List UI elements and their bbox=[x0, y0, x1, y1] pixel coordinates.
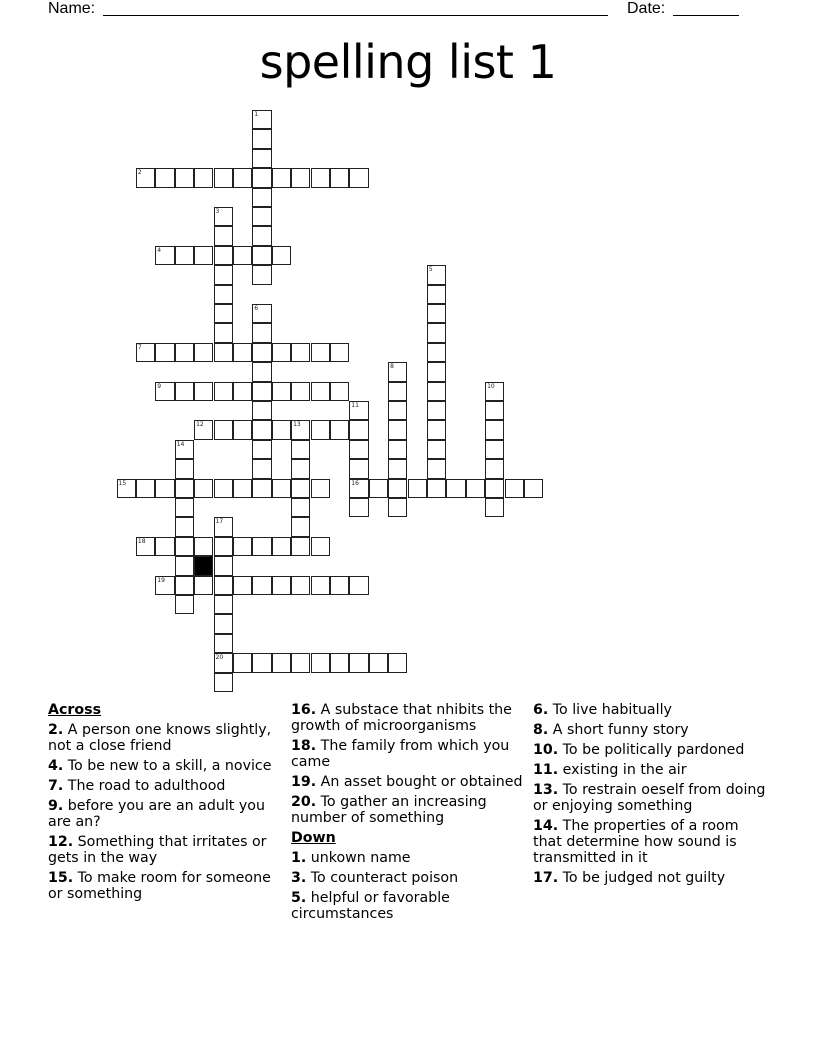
grid-cell[interactable] bbox=[408, 479, 427, 498]
grid-cell[interactable] bbox=[427, 440, 446, 459]
grid-cell[interactable] bbox=[427, 323, 446, 342]
grid-cell[interactable] bbox=[291, 420, 310, 439]
grid-cell[interactable] bbox=[252, 129, 271, 148]
grid-cell[interactable] bbox=[427, 479, 446, 498]
grid-cell[interactable] bbox=[233, 479, 252, 498]
grid-cell[interactable] bbox=[485, 420, 504, 439]
grid-cell[interactable] bbox=[291, 343, 310, 362]
grid-cell[interactable] bbox=[155, 382, 174, 401]
clue-across-20: 20. To gather an increasing number of something bbox=[291, 794, 487, 826]
grid-cell[interactable] bbox=[427, 285, 446, 304]
grid-cell[interactable] bbox=[175, 459, 194, 478]
grid-cell[interactable] bbox=[252, 168, 271, 187]
down-heading: Down bbox=[291, 830, 336, 846]
clue-down-3: 3. To counteract poison bbox=[291, 870, 459, 886]
grid-cell[interactable] bbox=[272, 382, 291, 401]
grid-cell[interactable] bbox=[349, 440, 368, 459]
grid-cell[interactable] bbox=[485, 382, 504, 401]
grid-cell[interactable] bbox=[330, 343, 349, 362]
grid-cell[interactable] bbox=[311, 382, 330, 401]
grid-cell[interactable] bbox=[194, 246, 213, 265]
grid-cell[interactable] bbox=[214, 614, 233, 633]
clue-across-12: 12. Something that irritates or gets in the way bbox=[48, 834, 267, 866]
grid-cell[interactable] bbox=[349, 576, 368, 595]
clue-number: 19 bbox=[157, 576, 165, 584]
grid-cell[interactable] bbox=[214, 168, 233, 187]
grid-cell[interactable] bbox=[194, 479, 213, 498]
grid-cell[interactable] bbox=[194, 382, 213, 401]
clue-number: 1 bbox=[254, 111, 259, 118]
grid-cell[interactable] bbox=[233, 382, 252, 401]
grid-cell[interactable] bbox=[427, 382, 446, 401]
grid-cell[interactable] bbox=[427, 362, 446, 381]
grid-cell[interactable] bbox=[175, 168, 194, 187]
grid-cell[interactable] bbox=[272, 537, 291, 556]
grid-cell[interactable] bbox=[252, 362, 271, 381]
grid-cell[interactable] bbox=[252, 382, 271, 401]
grid-cell[interactable] bbox=[194, 576, 213, 595]
grid-cell[interactable] bbox=[214, 226, 233, 245]
grid-cell[interactable] bbox=[214, 382, 233, 401]
grid-cell[interactable] bbox=[252, 343, 271, 362]
grid-cell[interactable] bbox=[194, 343, 213, 362]
grid-cell[interactable] bbox=[311, 343, 330, 362]
grid-cell[interactable] bbox=[388, 498, 407, 517]
clues-column-2 bbox=[291, 702, 526, 926]
clue-down-14: 14. The properties of a room that determine how sound is transmitted in it bbox=[533, 818, 739, 866]
grid-cell[interactable] bbox=[155, 479, 174, 498]
grid-cell[interactable] bbox=[252, 265, 271, 284]
clue-across-19: 19. An asset bought or obtained bbox=[291, 774, 523, 790]
grid-cell[interactable] bbox=[485, 498, 504, 517]
grid-cell[interactable] bbox=[388, 420, 407, 439]
clue-number: 20 bbox=[215, 654, 224, 662]
grid-cell[interactable] bbox=[214, 576, 233, 595]
grid-cell[interactable] bbox=[214, 285, 233, 304]
grid-cell[interactable] bbox=[214, 304, 233, 323]
grid-cell[interactable] bbox=[233, 246, 252, 265]
grid-cell[interactable] bbox=[233, 420, 252, 439]
grid-cell[interactable] bbox=[214, 673, 233, 692]
grid-cell[interactable] bbox=[214, 595, 233, 614]
grid-cell[interactable] bbox=[175, 576, 194, 595]
clue-number: 6 bbox=[254, 305, 259, 312]
grid-cell[interactable] bbox=[485, 459, 504, 478]
grid-cell[interactable] bbox=[388, 382, 407, 401]
grid-cell[interactable] bbox=[427, 401, 446, 420]
grid-cell[interactable] bbox=[252, 576, 271, 595]
grid-cell[interactable] bbox=[214, 420, 233, 439]
grid-cell[interactable] bbox=[175, 537, 194, 556]
grid-cell[interactable] bbox=[330, 653, 349, 672]
grid-cell[interactable] bbox=[272, 246, 291, 265]
black-cell bbox=[194, 556, 213, 575]
grid-cell[interactable] bbox=[136, 343, 155, 362]
grid-cell[interactable] bbox=[388, 401, 407, 420]
grid-cell[interactable] bbox=[194, 537, 213, 556]
grid-cell[interactable] bbox=[291, 459, 310, 478]
grid-cell[interactable] bbox=[427, 420, 446, 439]
grid-cell[interactable] bbox=[252, 420, 271, 439]
grid-cell[interactable] bbox=[175, 595, 194, 614]
grid-cell[interactable] bbox=[155, 246, 174, 265]
grid-cell[interactable] bbox=[252, 226, 271, 245]
clue-across-7: 7. The road to adulthood bbox=[48, 778, 226, 794]
grid-cell[interactable] bbox=[252, 304, 271, 323]
name-label: Name: bbox=[48, 0, 96, 17]
clue-number: 8 bbox=[390, 363, 394, 371]
clue-down-8: 8. A short funny story bbox=[533, 722, 689, 738]
grid-cell[interactable] bbox=[272, 653, 291, 672]
clue-number: 12 bbox=[196, 421, 204, 429]
grid-cell[interactable] bbox=[233, 653, 252, 672]
grid-cell[interactable] bbox=[252, 246, 271, 265]
grid-cell[interactable] bbox=[175, 556, 194, 575]
grid-cell[interactable] bbox=[349, 498, 368, 517]
grid-cell[interactable] bbox=[291, 498, 310, 517]
clue-number: 7 bbox=[137, 343, 142, 351]
clue-number: 15 bbox=[118, 479, 127, 487]
grid-cell[interactable] bbox=[252, 110, 271, 129]
clue-down-17: 17. To be judged not guilty bbox=[533, 870, 726, 886]
grid-cell[interactable] bbox=[175, 498, 194, 517]
grid-cell[interactable] bbox=[252, 188, 271, 207]
clue-number: 11 bbox=[351, 402, 359, 409]
grid-cell[interactable] bbox=[272, 420, 291, 439]
grid-cell[interactable] bbox=[155, 343, 174, 362]
grid-cell[interactable] bbox=[252, 459, 271, 478]
grid-cell[interactable] bbox=[505, 479, 524, 498]
clue-down-10: 10. To be politically pardoned bbox=[533, 742, 745, 758]
clue-number: 16 bbox=[351, 479, 359, 487]
grid-cell[interactable] bbox=[291, 576, 310, 595]
grid-cell[interactable] bbox=[175, 382, 194, 401]
grid-cell[interactable] bbox=[136, 479, 155, 498]
grid-cell[interactable] bbox=[272, 168, 291, 187]
clues-column-3 bbox=[533, 702, 768, 890]
grid-cell[interactable] bbox=[349, 401, 368, 420]
grid-cell[interactable] bbox=[272, 343, 291, 362]
clues-column-1 bbox=[48, 702, 283, 906]
clue-across-15: 15. To make room for someone or something bbox=[48, 870, 271, 902]
grid-cell[interactable] bbox=[311, 653, 330, 672]
grid-cell[interactable] bbox=[252, 479, 271, 498]
grid-cell[interactable] bbox=[272, 479, 291, 498]
grid-cell[interactable] bbox=[330, 420, 349, 439]
grid-cell[interactable] bbox=[524, 479, 543, 498]
grid-cell[interactable] bbox=[349, 479, 368, 498]
grid-cell[interactable] bbox=[388, 479, 407, 498]
grid-cell[interactable] bbox=[252, 207, 271, 226]
clue-number: 14 bbox=[176, 440, 185, 448]
grid-cell[interactable] bbox=[349, 168, 368, 187]
grid-cell[interactable] bbox=[214, 265, 233, 284]
grid-cell[interactable] bbox=[233, 537, 252, 556]
grid-cell[interactable] bbox=[485, 479, 504, 498]
grid-cell[interactable] bbox=[311, 537, 330, 556]
grid-cell[interactable] bbox=[214, 537, 233, 556]
grid-cell[interactable] bbox=[233, 343, 252, 362]
clue-number: 18 bbox=[137, 537, 146, 545]
grid-cell[interactable] bbox=[252, 440, 271, 459]
clue-number: 3 bbox=[215, 208, 220, 215]
clue-down-1: 1. unkown name bbox=[291, 850, 411, 866]
grid-cell[interactable] bbox=[214, 207, 233, 226]
grid-cell[interactable] bbox=[427, 459, 446, 478]
clue-number: 5 bbox=[428, 266, 433, 274]
clue-across-4: 4. To be new to a skill, a novice bbox=[48, 758, 272, 774]
grid-cell[interactable] bbox=[388, 459, 407, 478]
grid-cell[interactable] bbox=[330, 576, 349, 595]
grid-cell[interactable] bbox=[427, 265, 446, 284]
grid-cell[interactable] bbox=[214, 323, 233, 342]
grid-cell[interactable] bbox=[117, 479, 136, 498]
grid-cell[interactable] bbox=[369, 653, 388, 672]
grid-cell[interactable] bbox=[214, 556, 233, 575]
grid-cell[interactable] bbox=[155, 168, 174, 187]
grid-cell[interactable] bbox=[427, 343, 446, 362]
clue-number: 9 bbox=[157, 382, 162, 390]
grid-cell[interactable] bbox=[330, 382, 349, 401]
grid-cell[interactable] bbox=[252, 323, 271, 342]
grid-cell[interactable] bbox=[388, 653, 407, 672]
clue-number: 2 bbox=[137, 169, 142, 177]
grid-cell[interactable] bbox=[291, 479, 310, 498]
grid-cell[interactable] bbox=[214, 479, 233, 498]
grid-cell[interactable] bbox=[291, 382, 310, 401]
grid-cell[interactable] bbox=[175, 246, 194, 265]
grid-cell[interactable] bbox=[272, 576, 291, 595]
grid-cell[interactable] bbox=[388, 440, 407, 459]
grid-cell[interactable] bbox=[214, 634, 233, 653]
grid-cell[interactable] bbox=[446, 479, 465, 498]
clue-number: 4 bbox=[157, 246, 162, 254]
grid-cell[interactable] bbox=[466, 479, 485, 498]
grid-cell[interactable] bbox=[214, 246, 233, 265]
grid-cell[interactable] bbox=[175, 517, 194, 536]
grid-cell[interactable] bbox=[155, 537, 174, 556]
grid-cell[interactable] bbox=[214, 517, 233, 536]
grid-cell[interactable] bbox=[291, 517, 310, 536]
grid-cell[interactable] bbox=[349, 653, 368, 672]
grid-cell[interactable] bbox=[369, 479, 388, 498]
grid-cell[interactable] bbox=[194, 420, 213, 439]
clue-down-13: 13. To restrain oeself from doing or enjoying something bbox=[533, 782, 766, 814]
clue-down-6: 6. To live habitually bbox=[533, 702, 672, 718]
grid-cell[interactable] bbox=[233, 576, 252, 595]
grid-cell[interactable] bbox=[136, 537, 155, 556]
grid-cell[interactable] bbox=[214, 653, 233, 672]
date-label: Date: bbox=[627, 0, 666, 17]
clue-number: 10 bbox=[487, 382, 495, 390]
grid-cell[interactable] bbox=[291, 653, 310, 672]
grid-cell[interactable] bbox=[252, 149, 271, 168]
clue-number: 17 bbox=[215, 518, 224, 526]
clue-across-18: 18. The family from which you came bbox=[291, 738, 510, 770]
grid-cell[interactable] bbox=[252, 401, 271, 420]
grid-cell[interactable] bbox=[330, 168, 349, 187]
grid-cell[interactable] bbox=[175, 479, 194, 498]
grid-cell[interactable] bbox=[311, 479, 330, 498]
grid-cell[interactable] bbox=[194, 168, 213, 187]
grid-cell[interactable] bbox=[136, 168, 155, 187]
grid-cell[interactable] bbox=[291, 537, 310, 556]
grid-cell[interactable] bbox=[291, 168, 310, 187]
grid-cell[interactable] bbox=[311, 576, 330, 595]
page-title: spelling list 1 bbox=[259, 35, 557, 89]
grid-cell[interactable] bbox=[175, 343, 194, 362]
clue-number: 13 bbox=[293, 421, 301, 429]
grid-cell[interactable] bbox=[485, 440, 504, 459]
grid-cell[interactable] bbox=[214, 343, 233, 362]
clue-down-11: 11. existing in the air bbox=[533, 762, 687, 778]
grid-cell[interactable] bbox=[485, 401, 504, 420]
grid-cell[interactable] bbox=[175, 440, 194, 459]
grid-cell[interactable] bbox=[291, 440, 310, 459]
clue-across-2: 2. A person one knows slightly, not a close friend bbox=[48, 722, 272, 754]
grid-cell[interactable] bbox=[311, 420, 330, 439]
grid-cell[interactable] bbox=[252, 653, 271, 672]
clue-across-9: 9. before you are an adult you are an? bbox=[48, 798, 265, 830]
grid-cell[interactable] bbox=[349, 459, 368, 478]
grid-cell[interactable] bbox=[233, 168, 252, 187]
clue-across-16: 16. A substace that nhibits the growth of microorganisms bbox=[291, 702, 512, 734]
grid-cell[interactable] bbox=[349, 420, 368, 439]
clue-down-5: 5. helpful or favorable circumstances bbox=[291, 890, 450, 922]
grid-cell[interactable] bbox=[252, 537, 271, 556]
grid-cell[interactable] bbox=[388, 362, 407, 381]
across-heading: Across bbox=[48, 702, 102, 718]
grid-cell[interactable] bbox=[311, 168, 330, 187]
grid-cell[interactable] bbox=[155, 576, 174, 595]
grid-cell[interactable] bbox=[427, 304, 446, 323]
